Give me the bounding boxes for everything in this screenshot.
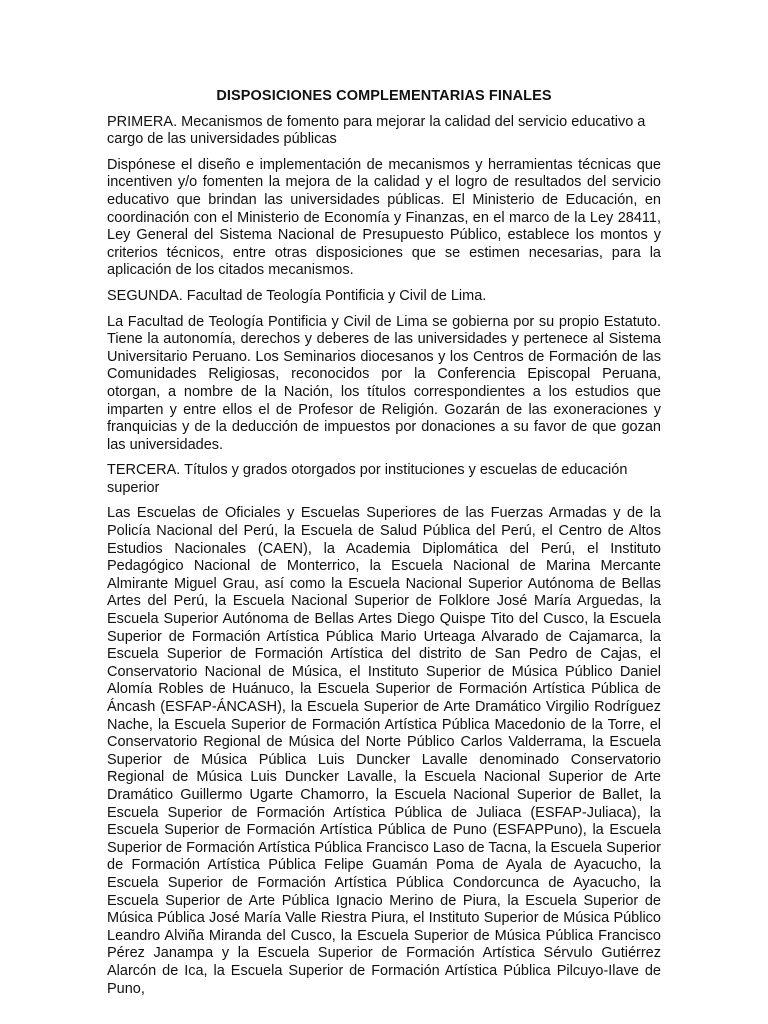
document-page: [107, 88, 661, 1006]
section-body-primera: Dispónese el diseño e implementación de mecanismos y herramientas técnicas que incentiven y/o fomenten la mejora de la calidad y el logro de resultados del servicio educativo que brindan las universidades públicas. El Ministerio de Educación, en coordinación con el Ministerio de Economía y Finanzas, en el marco de la Ley 28411, Ley General del Sistema Nacional de Presupuesto Público, establece los montos y criterios técnicos, entre otras disposiciones que se estimen necesarias, para la aplicación de los citados mecanismos.: [107, 156, 661, 279]
section-heading-segunda: SEGUNDA. Facultad de Teología Pontificia y Civil de Lima.: [107, 287, 487, 304]
section-body-segunda: La Facultad de Teología Pontificia y Civil de Lima se gobierna por su propio Estatuto. Tiene la autonomía, derechos y deberes de las universidades y pertenece al Sistema Universitario Peruano. Los Seminarios diocesanos y los Centros de Formación de las Comunidades Religiosas, reconocidos por la Conferencia Episcopal Peruana, otorgan, a nombre de la Nación, los títulos correspondientes a los estudios que imparten y entre ellos el de Profesor de Religión. Gozarán de las exoneraciones y franquicias y de la deducción de impuestos por donaciones a su favor de que gozan las universidades.: [107, 313, 661, 453]
section-heading-tercera: TERCERA. Títulos y grados otorgados por instituciones y escuelas de educación superior: [107, 462, 628, 496]
document-title: DISPOSICIONES COMPLEMENTARIAS FINALES: [216, 88, 552, 104]
section-body-tercera: Las Escuelas de Oficiales y Escuelas Superiores de las Fuerzas Armadas y de la Policía Nacional del Perú, la Escuela de Salud Pública del Perú, el Centro de Altos Estudios Nacionales (CAEN), la Academia Diplomática del Perú, el Instituto Pedagógico Nacional de Monterrico, la Escuela Nacional de Marina Mercante Almirante Miguel Grau, así como la Escuela Nacional Superior Autónoma de Bellas Artes del Perú, la Escuela Nacional Superior de Folklore José María Arguedas, la Escuela Superior Autónoma de Bellas Artes Diego Quispe Tito del Cusco, la Escuela Superior de Formación Artística Pública Mario Urteaga Alvarado de Cajamarca, la Escuela Superior de Formación Artística del distrito de San Pedro de Cajas, el Conservatorio Nacional de Música, el Instituto Superior de Música Público Daniel Alomía Robles de Huánuco, la Escuela Superior de Formación Artística Pública de Áncash (ESFAP-ÁNCASH), la Escuela Superior de Arte Dramático Virgilio Rodríguez Nache, la Escuela Superior de Formación Artística Pública Macedonio de la Torre, el Conservatorio Regional de Música del Norte Público Carlos Valderrama, la Escuela Superior de Música Pública Luis Duncker Lavalle denominado Conservatorio Regional de Música Luis Duncker Lavalle, la Escuela Nacional Superior de Arte Dramático Guillermo Ugarte Chamorro, la Escuela Nacional Superior de Ballet, la Escuela Superior de Formación Artística Pública de Juliaca (ESFAP-Juliaca), la Escuela Superior de Formación Artística Pública de Puno (ESFAPPuno), la Escuela Superior de Formación Artística Pública Francisco Laso de Tacna, la Escuela Superior de Formación Artística Pública Felipe Guamán Poma de Ayala de Ayacucho, la Escuela Superior de Formación Artística Pública Condorcunca de Ayacucho, la Escuela Superior de Arte Pública Ignacio Merino de Piura, la Escuela Superior de Música Pública José María Valle Riestra Piura, el Instituto Superior de Música Público Leandro Alviña Miranda del Cusco, la Escuela Superior de Música Pública Francisco Pérez Janampa y la Escuela Superior de Formación Artística Sérvulo Gutiérrez Alarcón de Ica, la Escuela Superior de Formación Artística Pública Pilcuyo-Ilave de Puno,: [107, 505, 661, 997]
section-heading-primera: PRIMERA. Mecanismos de fomento para mejorar la calidad del servicio educativo a cargo de las universidades públicas: [107, 113, 646, 148]
